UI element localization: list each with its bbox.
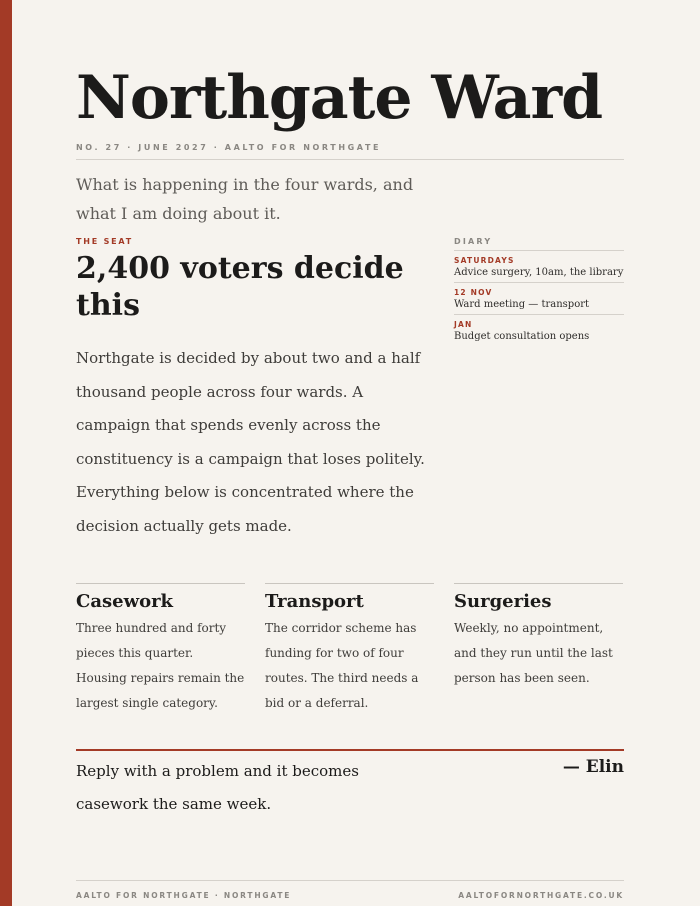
diary-panel (454, 237, 624, 346)
column-body: The corridor scheme has funding for two of four routes. The third needs a bid or a deferral. (265, 621, 419, 710)
diary-item-date: JAN (454, 320, 473, 329)
diary-item-text: Ward meeting — transport (454, 299, 590, 310)
footer-divider (76, 880, 624, 881)
diary-item-text: Budget consultation opens (454, 331, 590, 342)
column-body: Weekly, no appointment, and they run until the last person has been seen. (454, 621, 613, 685)
diary-item-date: 12 NOV (454, 288, 493, 297)
issue-meta: NO. 27 · JUNE 2027 · AALTO FOR NORTHGATE (76, 143, 382, 152)
top-divider (76, 159, 624, 160)
footer-url: AALTOFORNORTHGATE.CO.UK (458, 891, 624, 900)
lead-kicker: THE SEAT (76, 237, 134, 246)
column-title: Surgeries (454, 591, 552, 612)
masthead-title: Northgate Ward (76, 63, 603, 133)
intro-text: What is happening in the four wards, and what I am doing about it. (76, 175, 414, 223)
lead-body: Northgate is decided by about two and a half thousand people across four wards. A campaign that spends evenly across the constituency is a campaign that loses politely. Everything below is concentrated where the decision actually gets made. (76, 349, 425, 535)
diary-item-date: SATURDAYS (454, 256, 515, 265)
diary-item (454, 283, 624, 315)
column-title: Casework (76, 591, 174, 612)
closing-divider (76, 749, 624, 751)
signoff: — Elin (562, 757, 624, 777)
column-transport (265, 583, 434, 716)
footer-org: AALTO FOR NORTHGATE · NORTHGATE (76, 891, 292, 900)
diary-item (454, 315, 624, 346)
column-title: Transport (265, 591, 364, 612)
column-casework (76, 583, 245, 716)
lead-headline: 2,400 voters decide this (76, 251, 404, 323)
diary-title: DIARY (454, 237, 624, 251)
column-surgeries (454, 583, 623, 691)
newsletter-page (76, 0, 624, 906)
diary-item (454, 251, 624, 283)
accent-bar (0, 0, 12, 906)
diary-item-text: Advice surgery, 10am, the library (454, 267, 624, 278)
closing-text: Reply with a problem and it becomes casework the same week. (76, 762, 359, 813)
column-body: Three hundred and forty pieces this quarter. Housing repairs remain the largest single category. (76, 621, 245, 710)
